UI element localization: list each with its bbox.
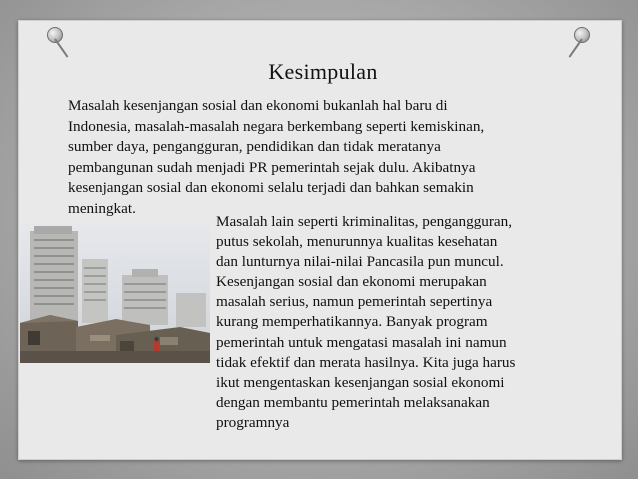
city-slum-photo [20,223,210,363]
text-line: dan lunturnya nilai-nilai Pancasila pun muncul. [216,253,504,271]
slide-title: Kesimpulan [268,59,378,84]
text-line: Masalah lain seperti kriminalitas, pengangguran, [216,213,513,230]
text-line: tidak efektif dan merata hasilnya. Kita juga harus [216,353,516,371]
text-line: Kesenjangan sosial dan ekonomi merupakan [216,273,487,291]
pushpin-icon [574,27,590,43]
text-line: kesenjangan sosial dan ekonomi selalu terjadi dan bahkan semakin [68,179,474,196]
text-line: pembangunan sudah menjadi PR pemerintah sejak dulu. Akibatnya [68,158,476,176]
text-line: meningkat. [68,199,136,217]
text-line: Masalah kesenjangan sosial dan ekonomi bukanlah hal baru di [68,97,448,114]
text-line: dengan membantu pemerintah melaksanakan [216,393,490,411]
text-line: pemerintah untuk mengatasi masalah ini namun [216,333,507,351]
text-line: putus sekolah, menurunnya kualitas kesehatan [216,233,498,251]
paragraph-intro [68,96,568,219]
paragraph-details [216,212,576,433]
text-line: ikut mengentaskan kesenjangan sosial ekonomi [216,373,505,391]
pushpin-icon [47,27,63,43]
text-line: programnya [216,413,290,431]
text-line: sumber daya, pengangguran, pendidikan dan tidak meratanya [68,138,441,155]
text-line: Indonesia, masalah-masalah negara berkembang seperti kemiskinan, [68,117,485,135]
text-line: kurang memperhatikannya. Banyak program [216,313,488,331]
text-line: masalah serius, namun pemerintah sepertinya [216,293,493,311]
